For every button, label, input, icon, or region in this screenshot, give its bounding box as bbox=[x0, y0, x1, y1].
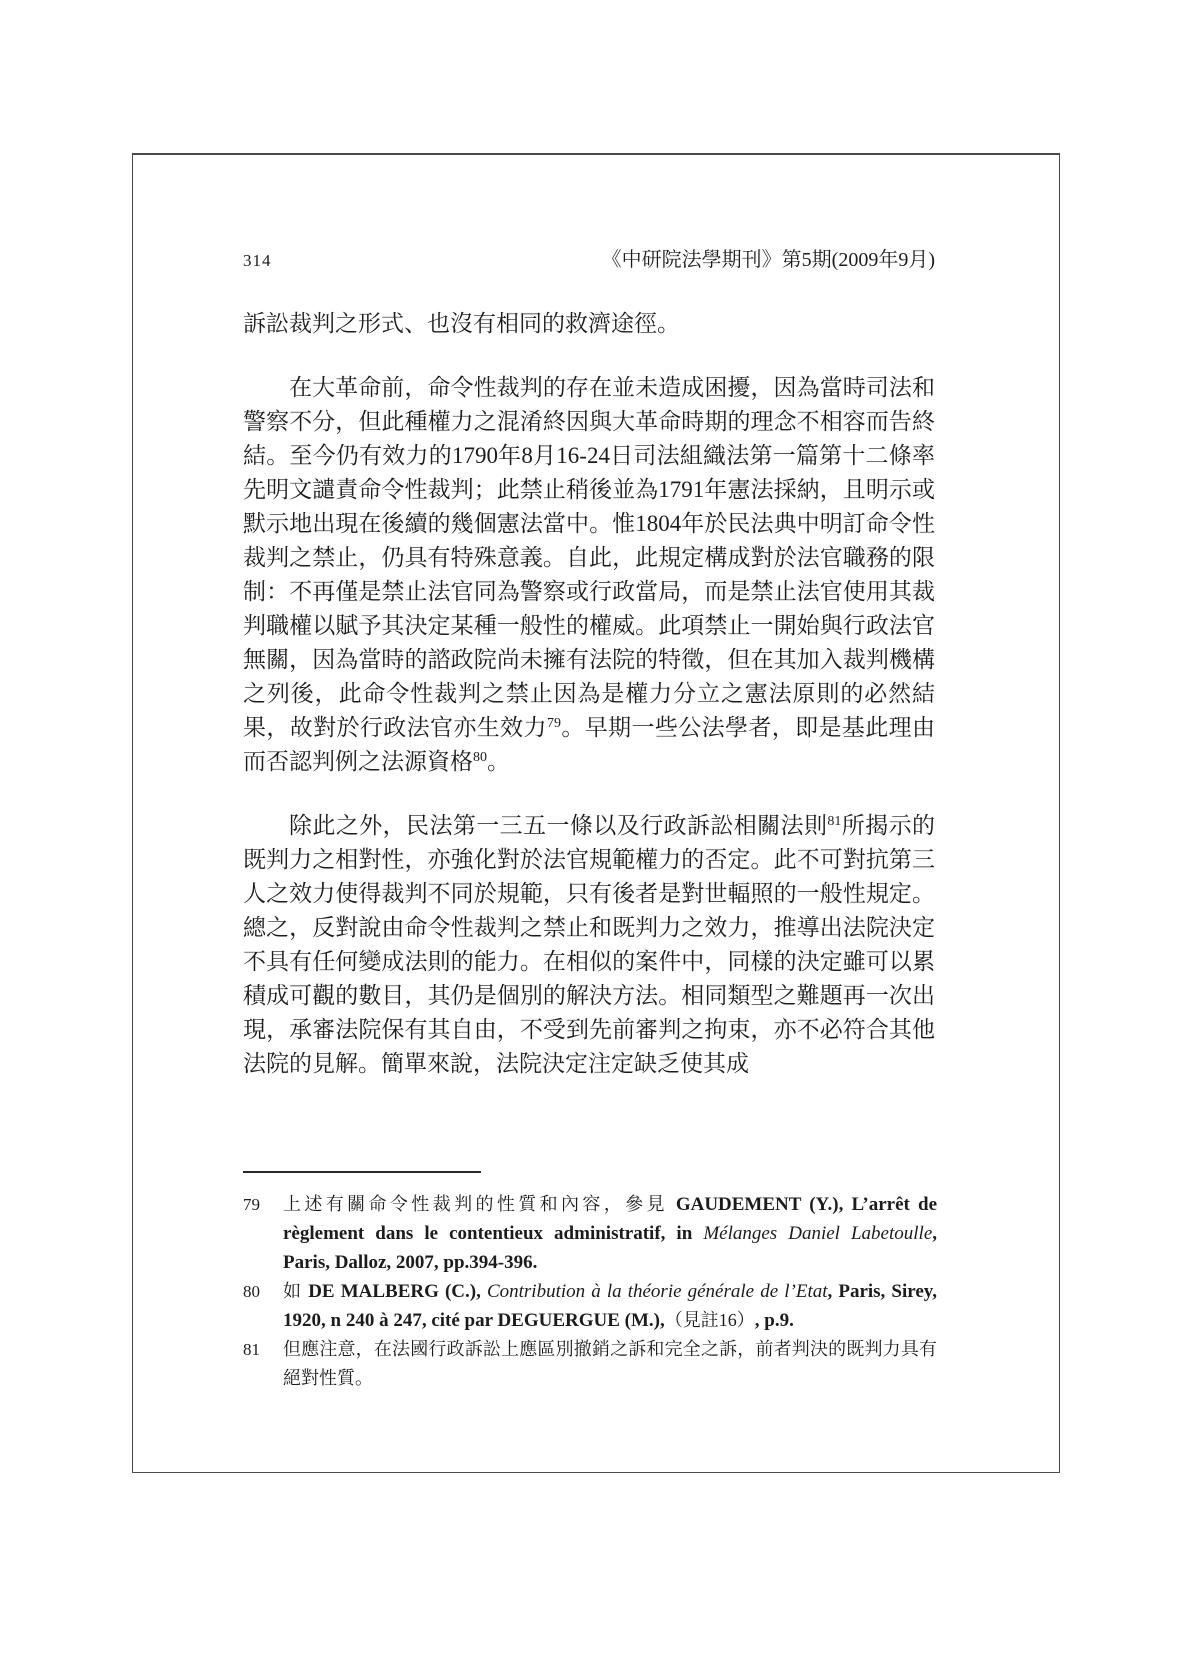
footnote-79 bbox=[243, 1190, 937, 1277]
paragraph-text: 在大革命前，命令性裁判的存在並未造成困擾，因為當時司法和警察不分，但此種權力之混淆終因與大革命時期的理念不相容而告終結。至今仍有效力的1790年8月16-24日司法組織法第一篇第十二條率先明文譴責命令性裁判；此禁止稍後並為1791年憲法採納，且明示或默示地出現在後續的幾個憲法當中。惟1804年於民法典中明訂命令性裁判之禁止，仍具有特殊意義。自此，此規定構成對於法官職務的限制：不再僅是禁止法官同為警察或行政當局，而是禁止法官使用其裁判職權以賦予其決定某種一般性的權威。此項禁止一開始與行政法官無關，因為當時的諮政院尚未擁有法院的特徵，但在其加入裁判機構之列後，此命令性裁判之禁止因為是權力分立之憲法原則的必然結果，故對於行政法官亦生效力 bbox=[243, 375, 935, 740]
paragraph-text: 訴訟裁判之形式、也沒有相同的救濟途徑。 bbox=[243, 311, 680, 336]
footnote-separator bbox=[243, 1171, 481, 1173]
page-number: 314 bbox=[243, 251, 272, 270]
article-body bbox=[243, 307, 935, 1111]
footnote-81 bbox=[243, 1335, 937, 1393]
footnote-segment: 但應注意，在法國行政訴訟上應區別撤銷之訴和完全之訴，前者判決的既判力具有絕對性質。 bbox=[283, 1339, 937, 1388]
paragraph bbox=[243, 307, 935, 341]
footnote-number: 80 bbox=[243, 1282, 260, 1301]
document-page bbox=[132, 153, 1060, 1473]
footnote-segment: , Paris, Sirey, 1920, n 240 à 247, cité par DEGUERGUE (M.), bbox=[283, 1281, 937, 1331]
footnote-text bbox=[283, 1277, 937, 1335]
paragraph bbox=[243, 371, 935, 779]
footnote-segment: DE MALBERG (C.), bbox=[308, 1281, 487, 1302]
footnote-segment: 如 bbox=[283, 1281, 309, 1301]
page-header bbox=[243, 243, 935, 272]
footnote-ref-80: 80 bbox=[473, 750, 487, 765]
footnote-segment: 上述有關命令性裁判的性質和內容，參見 bbox=[283, 1194, 676, 1214]
paragraph-text: 。早期一些公法學者，即是基此理由而否認判例之法源資格 bbox=[243, 715, 936, 774]
journal-title: 《中研院法學期刊》第5期(2009年9月) bbox=[601, 249, 935, 271]
footnote-text bbox=[283, 1335, 937, 1393]
footnotes-section bbox=[243, 1190, 937, 1393]
footnote-number: 81 bbox=[243, 1340, 260, 1359]
paragraph bbox=[243, 809, 935, 1081]
footnote-ref-81: 81 bbox=[827, 814, 842, 829]
footnote-segment: , p.9. bbox=[754, 1310, 794, 1331]
paragraph-text: 所揭示的既判力之相對性，亦強化對於法官規範權力的否定。此不可對抗第三人之效力使得裁判不同於規範，只有後者是對世輻照的一般性規定。總之，反對說由命令性裁判之禁止和既判力之效力，推導出法院決定不具有任何變成法則的能力。在相似的案件中，同樣的決定雖可以累積成可觀的數目，其仍是個別的解決方法。相同類型之難題再一次出現，承審法院保有其自由，不受到先前審判之拘束，亦不必符合其他法院的見解。簡單來說，法院決定注定缺乏使其成 bbox=[243, 813, 936, 1076]
paragraph-text: 。 bbox=[487, 749, 510, 774]
footnote-segment-booktitle: Contribution à la théorie générale de l’Etat bbox=[486, 1281, 828, 1302]
footnote-number: 79 bbox=[243, 1195, 260, 1214]
footnote-segment: , Paris, Dalloz, 2007, pp.394-396. bbox=[283, 1223, 937, 1273]
footnote-segment: GAUDEMENT (Y.), L’arrêt de règlement dans le contentieux administratif, in bbox=[283, 1194, 938, 1244]
footnote-text bbox=[283, 1190, 937, 1277]
paragraph-text: 除此之外，民法第一三五一條以及行政訴訟相關法則 bbox=[289, 813, 828, 838]
footnote-segment: （見註16） bbox=[664, 1310, 755, 1330]
footnote-segment-booktitle: Mélanges Daniel Labetoulle bbox=[703, 1223, 933, 1244]
footnote-80 bbox=[243, 1277, 937, 1335]
footnote-ref-79: 79 bbox=[546, 716, 561, 731]
